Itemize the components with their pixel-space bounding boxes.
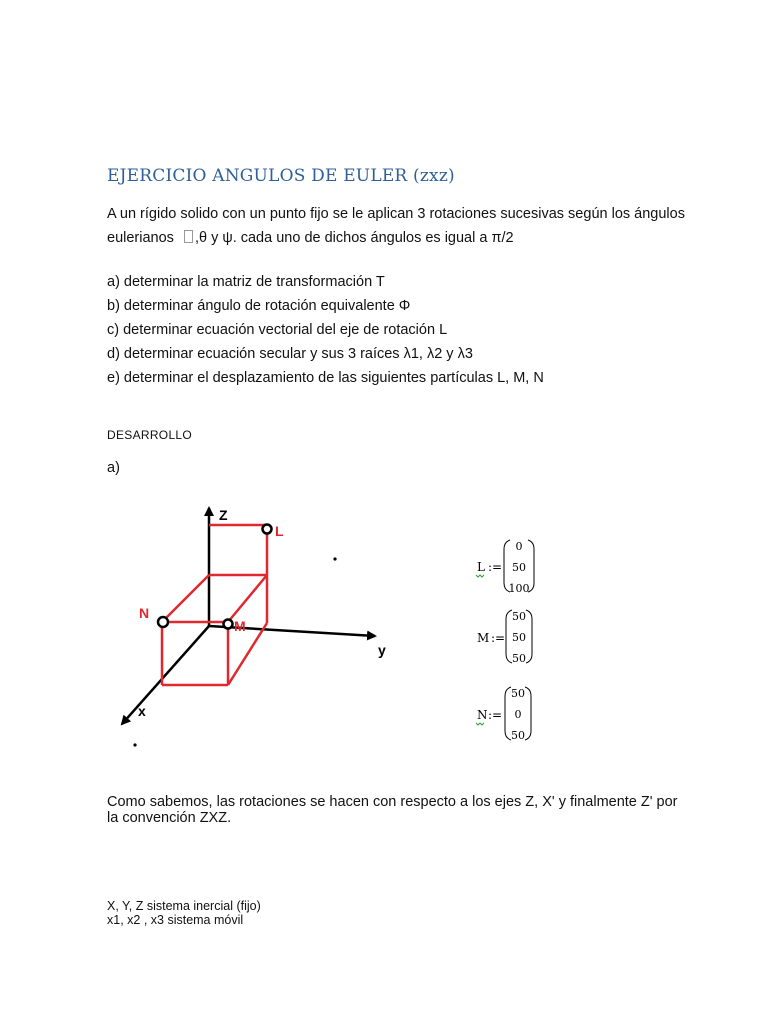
point-M-label: M <box>234 618 246 634</box>
vector-M-value: 50 <box>512 610 526 623</box>
intro-line-2: eulerianos ,θ y ψ. cada uno de dichos ángulos es igual a π/2 <box>107 230 514 246</box>
x-axis-line <box>122 626 209 724</box>
vector-N-value: 50 <box>511 729 525 742</box>
vector-N <box>476 687 531 742</box>
vector-M-value: 50 <box>512 652 526 665</box>
vector-L-op: := <box>488 560 503 574</box>
axis-z-label: Z <box>219 507 228 523</box>
intro-paragraph <box>107 202 685 250</box>
vector-N-value: 50 <box>511 687 525 700</box>
missing-glyph-box <box>184 230 193 243</box>
point-N-marker <box>158 617 168 627</box>
point-N-label: N <box>139 605 150 621</box>
vector-M-name: M <box>477 631 490 645</box>
point-L-marker <box>263 525 272 534</box>
euler-axes-diagram <box>100 495 400 760</box>
stray-dot <box>333 557 336 560</box>
vector-matrices <box>470 535 560 750</box>
vector-N-value: 0 <box>514 708 522 721</box>
conclusion-line-1: Como sabemos, las rotaciones se hacen con respecto a los ejes Z, X' y finalmente Z' por <box>107 794 678 810</box>
note-mobile: x1, x2 , x3 sistema móvil <box>107 913 244 927</box>
vector-L <box>476 540 534 595</box>
point-L-label: L <box>275 523 284 539</box>
vector-L-name: L <box>477 560 485 574</box>
question-e: e) determinar el desplazamiento de las siguientes partículas L, M, N <box>107 370 544 386</box>
question-d: d) determinar ecuación secular y sus 3 raíces λ1, λ2 y λ3 <box>107 346 473 362</box>
part-a-label: a) <box>107 460 120 476</box>
intro-line-1: A un rígido solido con un punto fijo se le aplican 3 rotaciones sucesivas según los ángulos <box>107 206 685 222</box>
vector-L-value: 0 <box>515 540 523 553</box>
spelling-underline <box>476 575 484 577</box>
vector-M-value: 50 <box>512 631 526 644</box>
vector-N-name: N <box>477 708 488 722</box>
note-inertial: X, Y, Z sistema inercial (fijo) <box>107 899 261 913</box>
vector-L-value: 100 <box>508 582 530 595</box>
bracket-right <box>526 610 532 663</box>
axis-x-label: x <box>138 703 146 719</box>
question-a: a) determinar la matriz de transformación T <box>107 274 385 290</box>
section-heading: DESARROLLO <box>107 428 193 442</box>
axis-y-label: y <box>378 642 386 658</box>
vector-M-op: := <box>491 631 506 645</box>
vector-L-value: 50 <box>512 561 526 574</box>
spelling-underline <box>476 723 484 725</box>
question-b: b) determinar ángulo de rotación equivalente Φ <box>107 298 411 314</box>
notes-block <box>107 899 261 927</box>
conclusion-paragraph <box>107 794 678 826</box>
conclusion-line-2: la convención ZXZ. <box>107 810 232 826</box>
document-title: EJERCICIO ANGULOS DE EULER (zxz) <box>107 166 455 186</box>
vector-M <box>477 610 532 665</box>
vector-N-op: := <box>488 708 503 722</box>
point-M-marker <box>224 620 233 629</box>
question-c: c) determinar ecuación vectorial del eje de rotación L <box>107 322 448 338</box>
stray-dot <box>133 743 136 746</box>
bracket-right <box>525 687 531 740</box>
